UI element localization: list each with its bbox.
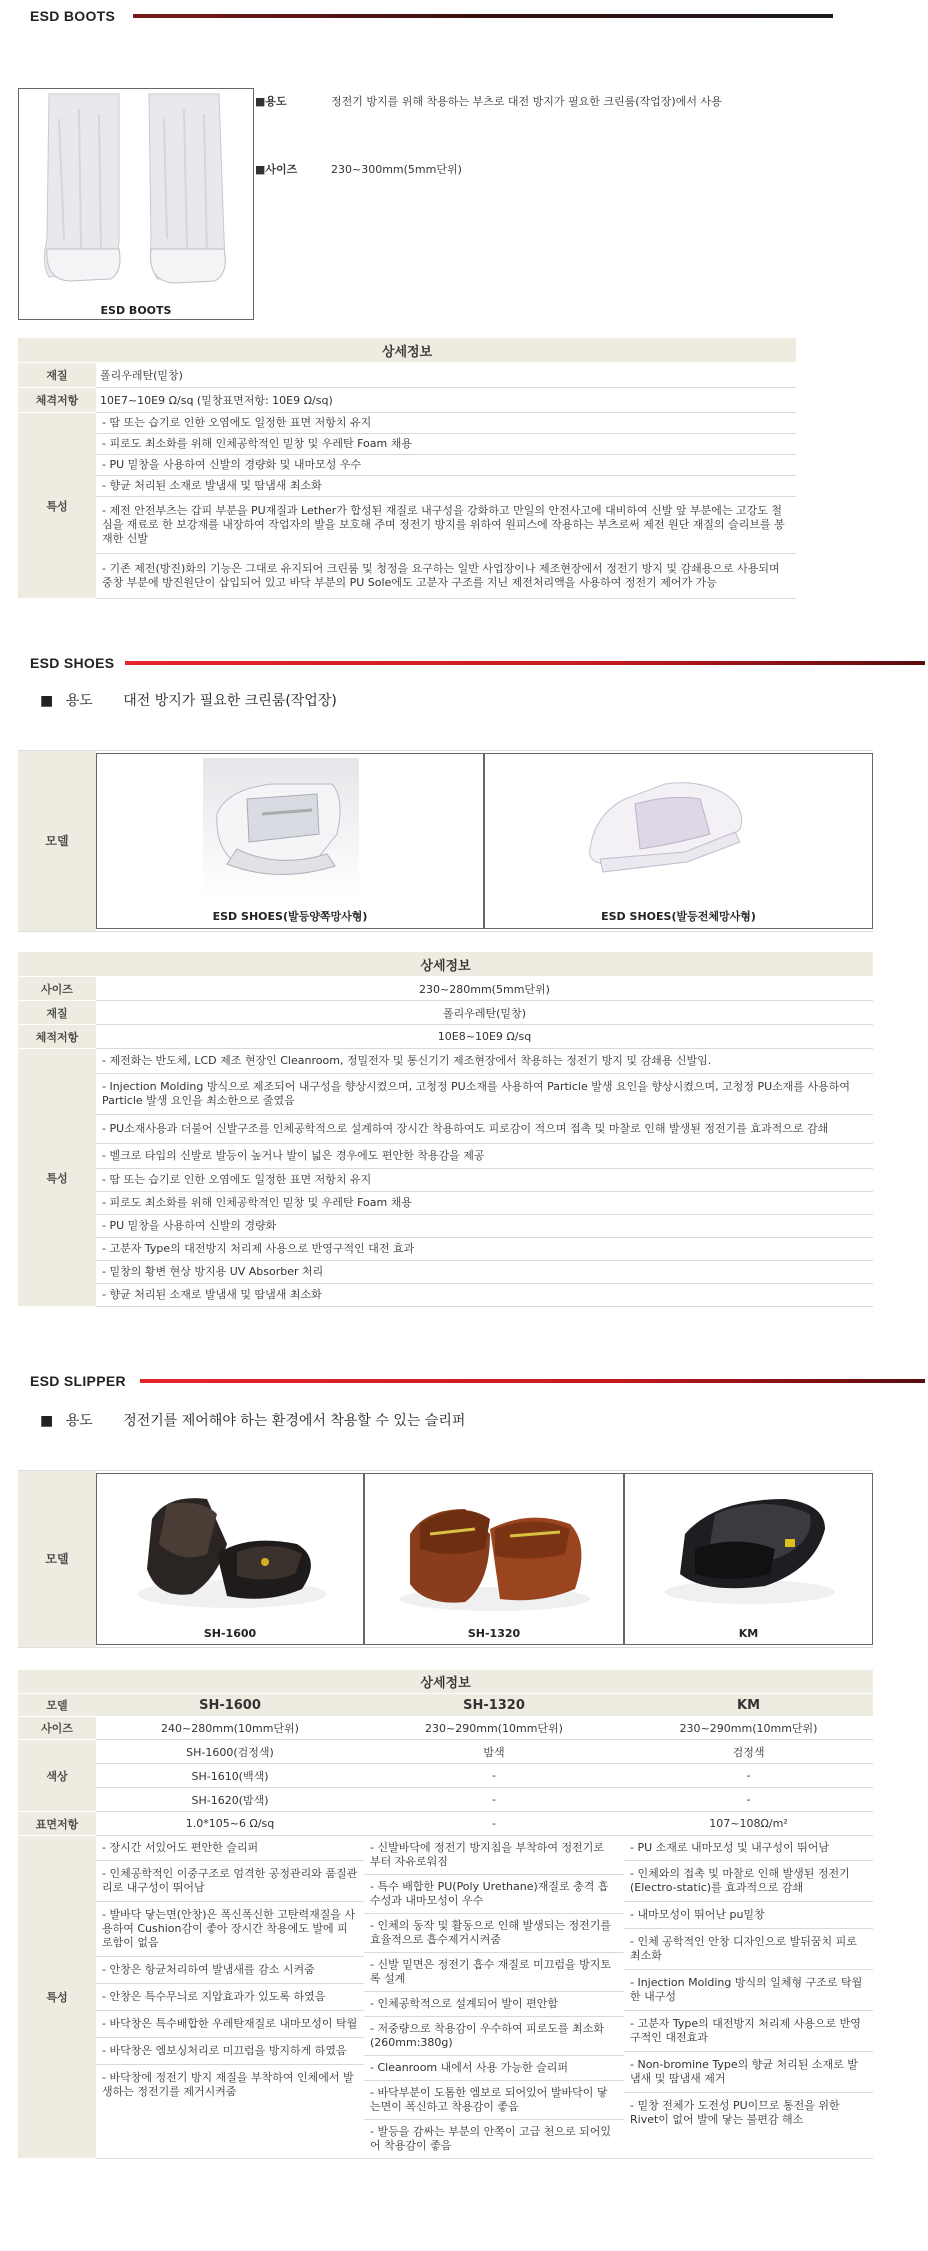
slipper-col-sh1600: SH-1600 xyxy=(96,1694,364,1717)
slipper-image-km xyxy=(625,1474,872,1622)
shoes-spec-table xyxy=(18,952,873,1307)
slipper-color-sh1600-1: SH-1600(검정색) xyxy=(96,1740,364,1764)
boots-section-title: ESD BOOTS xyxy=(30,8,116,24)
slipper-resistance-km: 107~108Ω/m² xyxy=(624,1812,873,1836)
boots-size-label: ■사이즈 xyxy=(255,163,298,176)
list-item: - 신발 밑면은 정전기 흡수 재질로 미끄럼을 방지토록 설계 xyxy=(364,1953,624,1992)
boots-features-list xyxy=(96,413,796,598)
list-item: - 기존 제전(방진)화의 기능은 그대로 유지되어 크린룸 및 청정을 요구하는 일반 사업장이나 제조현장에서 정전기 방지 및 감쇄용으로 사용되며 중창 부분에 방진원단이 삽입되어 있고 바닥 부분의 PU Sole에도 고분자 구조를 지닌 제전처리액을 사용하여 정전기 제어가 가능 xyxy=(102,562,780,589)
slipper-color-km-3: - xyxy=(624,1788,873,1812)
boots-title-rule xyxy=(133,14,833,18)
slipper-resistance-sh1320: - xyxy=(364,1812,624,1836)
list-item: - 향균 처리된 소재로 발냄새 및 땀냄새 최소화 xyxy=(96,476,796,497)
slipper-usage-row xyxy=(40,1410,465,1430)
slipper-model-caption-2: SH-1320 xyxy=(467,1627,521,1640)
list-item: - 저중량으로 착용감이 우수하여 피로도를 최소화(260mm:380g) xyxy=(364,2017,624,2056)
list-item: - Injection Molding 방식으로 제조되어 내구성을 향상시켰으며, 고청정 PU소재를 사용하여 Particle 발생 요인을 향상시켰으며, 고청정 PU소재를 사용하여 Particle 발생 요인을 최소한으로 줄였음 xyxy=(96,1074,873,1115)
shoes-size-value: 230~280mm(5mm단위) xyxy=(96,977,873,1001)
shoes-usage-label: 용도 xyxy=(65,693,93,709)
slipper-resistance-label: 표면저항 xyxy=(18,1812,96,1836)
list-item: - 피로도 최소화를 위해 인체공학적인 밑창 및 우레탄 Foam 채용 xyxy=(96,1192,873,1215)
list-item: - Non-bromine Type의 향균 처리된 소재로 발냄새 및 땀냄새 제거 xyxy=(624,2052,873,2093)
shoes-image-2 xyxy=(485,754,872,904)
slipper-image-sh1600 xyxy=(97,1474,363,1622)
slipper-size-sh1320: 230~290mm(10mm단위) xyxy=(364,1717,624,1740)
list-item: - 밑창의 황변 현상 방지용 UV Absorber 처리 xyxy=(96,1261,873,1284)
slipper-col-model-label: 모델 xyxy=(18,1694,96,1717)
list-item: - PU소재사용과 더불어 신발구조를 인체공학적으로 설계하여 장시간 착용하여도 피로감이 적으며 접촉 및 마찰로 인해 발생된 정전기를 효과적으로 감쇄 xyxy=(96,1115,873,1144)
slipper-usage-bullet: ■ xyxy=(40,1413,54,1429)
list-item: - 인체와의 접촉 및 마찰로 인해 발생된 정전기(Electro-static)를 효과적으로 감쇄 xyxy=(624,1861,873,1902)
boots-material-value: 폴리우레탄(밑창) xyxy=(96,363,796,388)
shoes-features-list xyxy=(96,1049,873,1306)
slipper-color-sh1600-2: SH-1610(백색) xyxy=(96,1764,364,1788)
slipper-features-sh1320 xyxy=(364,1836,624,2158)
list-item: - PU 밑창을 사용하여 신발의 경량화 xyxy=(96,1215,873,1238)
slipper-col-km: KM xyxy=(624,1694,873,1717)
boots-usage-row xyxy=(255,93,722,109)
slipper-features-sh1600 xyxy=(96,1836,364,2105)
boots-usage-label: ■용도 xyxy=(255,95,287,108)
shoes-model-caption-1: ESD SHOES(발등양쪽망사형) xyxy=(212,910,368,923)
boots-features-label: 특성 xyxy=(18,413,96,599)
slipper-model-caption-3: KM xyxy=(738,1627,759,1640)
boots-spec-title: 상세정보 xyxy=(18,338,796,363)
slipper-model-card xyxy=(624,1473,873,1645)
list-item: - 발등을 감싸는 부분의 안쪽이 고급 천으로 되어있어 착용감이 좋음 xyxy=(370,2125,611,2152)
boots-usage-text: 정전기 방지를 위해 착용하는 부츠로 대전 방지가 필요한 크린룸(작업장)에서 사용 xyxy=(331,95,722,108)
list-item: - 바닥창은 엠보싱처리로 미끄럼을 방지하게 하였음 xyxy=(96,2038,364,2065)
slipper-col-sh1320: SH-1320 xyxy=(364,1694,624,1717)
shoes-resistance-label: 체적저항 xyxy=(18,1025,96,1049)
shoes-model-card xyxy=(96,753,484,929)
list-item: - 바닥부분이 도톰한 엠보로 되어있어 발바닥이 닿는면이 폭신하고 착용감이 좋음 xyxy=(364,2081,624,2120)
shoes-material-value: 폴리우레탄(밑창) xyxy=(96,1001,873,1025)
list-item: - 인체공학적인 이중구조로 엄격한 공정관리와 품질관리로 내구성이 뛰어남 xyxy=(96,1861,364,1902)
shoes-model-label: 모델 xyxy=(18,751,96,931)
list-item: - 향균 처리된 소재로 발냄새 및 땀냄새 최소화 xyxy=(102,1288,322,1301)
shoes-usage-bullet: ■ xyxy=(40,693,54,709)
shoes-size-label: 사이즈 xyxy=(18,977,96,1001)
slipper-color-label: 색상 xyxy=(18,1740,96,1812)
list-item: - 내마모성이 뛰어난 pu밑창 xyxy=(624,1902,873,1929)
slipper-spec-title: 상세정보 xyxy=(18,1670,873,1694)
shoes-usage-row xyxy=(40,690,337,710)
list-item: - 안창은 항균처리하여 발냄새를 감소 시켜줌 xyxy=(96,1957,364,1984)
slipper-section-title: ESD SLIPPER xyxy=(30,1373,126,1389)
slipper-color-sh1320-1: 밤색 xyxy=(364,1740,624,1764)
slipper-usage-label: 용도 xyxy=(65,1413,93,1429)
slipper-spec-table xyxy=(18,1670,873,2159)
shoes-title-rule xyxy=(125,661,925,665)
boots-image-caption: ESD BOOTS xyxy=(100,304,172,317)
list-item: - 바닥창에 정전기 방지 재질을 부착하여 인체에서 발생하는 정전기를 제거시켜줌 xyxy=(102,2071,354,2098)
list-item: - 땀 또는 습기로 인한 오염에도 일정한 표면 저항치 유지 xyxy=(96,413,796,434)
slipper-color-km-1: 검정색 xyxy=(624,1740,873,1764)
list-item: - 피로도 최소화를 위해 인체공학적인 밑창 및 우레탄 Foam 채용 xyxy=(96,434,796,455)
slipper-features-label: 특성 xyxy=(18,1836,96,2159)
shoes-material-label: 재질 xyxy=(18,1001,96,1025)
list-item: - 벨크로 타입의 신발로 발등이 높거나 발이 넓은 경우에도 편안한 착용감을 제공 xyxy=(96,1144,873,1169)
list-item: - 밑창 전체가 도전성 PU이므로 통전을 위한 Rivet이 없어 발에 닿는 불편감 해소 xyxy=(630,2099,840,2126)
list-item: - 땀 또는 습기로 인한 오염에도 일정한 표면 저항치 유지 xyxy=(96,1169,873,1192)
shoes-usage-text: 대전 방지가 필요한 크린룸(작업장) xyxy=(123,693,337,709)
slipper-model-caption-1: SH-1600 xyxy=(203,1627,257,1640)
list-item: - 발바닥 닿는면(안창)은 폭신폭신한 고탄력재질을 사용하여 Cushion감이 좋아 장시간 착용에도 발에 피로함이 없음 xyxy=(96,1902,364,1957)
shoes-spec-title: 상세정보 xyxy=(18,952,873,977)
slipper-models-panel xyxy=(18,1470,873,1648)
slipper-color-km-2: - xyxy=(624,1764,873,1788)
list-item: - 인체 공학적인 안창 디자인으로 발뒤꿈치 피로 최소화 xyxy=(624,1929,873,1970)
list-item: - Cleanroom 내에서 사용 가능한 슬리퍼 xyxy=(364,2056,624,2081)
boots-size-row xyxy=(255,161,462,177)
slipper-color-sh1320-3: - xyxy=(364,1788,624,1812)
slipper-color-sh1320-2: - xyxy=(364,1764,624,1788)
shoes-models-panel xyxy=(18,750,873,932)
list-item: - 안창은 특수무늬로 지압효과가 있도록 하였음 xyxy=(96,1984,364,2011)
boots-resistance-value: 10E7~10E9 Ω/sq (밑창표면저항: 10E9 Ω/sq) xyxy=(96,388,796,413)
list-item: - 신발바닥에 정전기 방지침을 부착하여 정전기로 부터 자유로워짐 xyxy=(364,1836,624,1875)
boots-material-label: 재질 xyxy=(18,363,96,388)
shoes-resistance-value: 10E8~10E9 Ω/sq xyxy=(96,1025,873,1049)
shoes-section-title: ESD SHOES xyxy=(30,655,115,671)
list-item: - 장시간 서있어도 편안한 슬리퍼 xyxy=(96,1836,364,1861)
slipper-title-rule xyxy=(140,1379,925,1383)
list-item: - 인체의 동작 및 활동으로 인해 발생되는 정전기를 효율적으로 흡수제거시켜줌 xyxy=(364,1914,624,1953)
list-item: - 제전 안전부츠는 갑피 부분을 PU재질과 Lether가 합성된 재질로 내구성을 강화하고 만일의 안전사고에 대비하여 신발 앞 부분에는 고강도 철심을 재료로 한 보강재를 내장하여 작업자의 발을 보호해 주며 정전기 방지를 위하여 원피스에 작용하는 부츠로써 제전 원단 재질의 슬리브를 봉재한 신발 xyxy=(96,497,796,554)
slipper-image-sh1320 xyxy=(365,1474,623,1622)
slipper-size-km: 230~290mm(10mm단위) xyxy=(624,1717,873,1740)
list-item: - 고분자 Type의 대전방지 처리제 사용으로 반영구적인 대전효과 xyxy=(624,2011,873,2052)
list-item: - Injection Molding 방식의 일체형 구조로 탁월한 내구성 xyxy=(624,1970,873,2011)
list-item: - PU 소재로 내마모성 및 내구성이 뛰어남 xyxy=(624,1836,873,1861)
slipper-resistance-sh1600: 1.0*105~6 Ω/sq xyxy=(96,1812,364,1836)
shoes-model-card xyxy=(484,753,873,929)
boots-image xyxy=(19,89,253,294)
slipper-features-km xyxy=(624,1836,873,2133)
boots-size-text: 230~300mm(5mm단위) xyxy=(331,163,462,176)
slipper-size-sh1600: 240~280mm(10mm단위) xyxy=(96,1717,364,1740)
boots-image-box xyxy=(18,88,254,320)
slipper-usage-text: 정전기를 제어해야 하는 환경에서 착용할 수 있는 슬리퍼 xyxy=(123,1413,466,1429)
boots-spec-table xyxy=(18,338,796,599)
shoes-image-1 xyxy=(97,754,483,904)
shoes-features-label: 특성 xyxy=(18,1049,96,1307)
list-item: - 바닥창은 특수배합한 우레탄재질로 내마모성이 탁월 xyxy=(96,2011,364,2038)
shoes-model-caption-2: ESD SHOES(발등전체망사형) xyxy=(601,910,756,923)
boots-resistance-label: 체격저항 xyxy=(18,388,96,413)
slipper-model-card xyxy=(96,1473,364,1645)
slipper-model-label: 모델 xyxy=(18,1471,96,1647)
list-item: - 특수 배합한 PU(Poly Urethane)재질로 충격 흡수성과 내마모성이 우수 xyxy=(364,1875,624,1914)
list-item: - 제전화는 반도체, LCD 제조 현장인 Cleanroom, 정밀전자 및 통신기기 제조현장에서 착용하는 정전기 방지 및 감쇄용 신발임. xyxy=(96,1049,873,1074)
list-item: - 인체공학적으로 설계되어 발이 편안함 xyxy=(364,1992,624,2017)
slipper-color-sh1600-3: SH-1620(밤색) xyxy=(96,1788,364,1812)
slipper-model-card xyxy=(364,1473,624,1645)
slipper-size-label: 사이즈 xyxy=(18,1717,96,1740)
list-item: - PU 밑창을 사용하여 신발의 경량화 및 내마모성 우수 xyxy=(96,455,796,476)
list-item: - 고분자 Type의 대전방지 처리제 사용으로 반영구적인 대전 효과 xyxy=(96,1238,873,1261)
